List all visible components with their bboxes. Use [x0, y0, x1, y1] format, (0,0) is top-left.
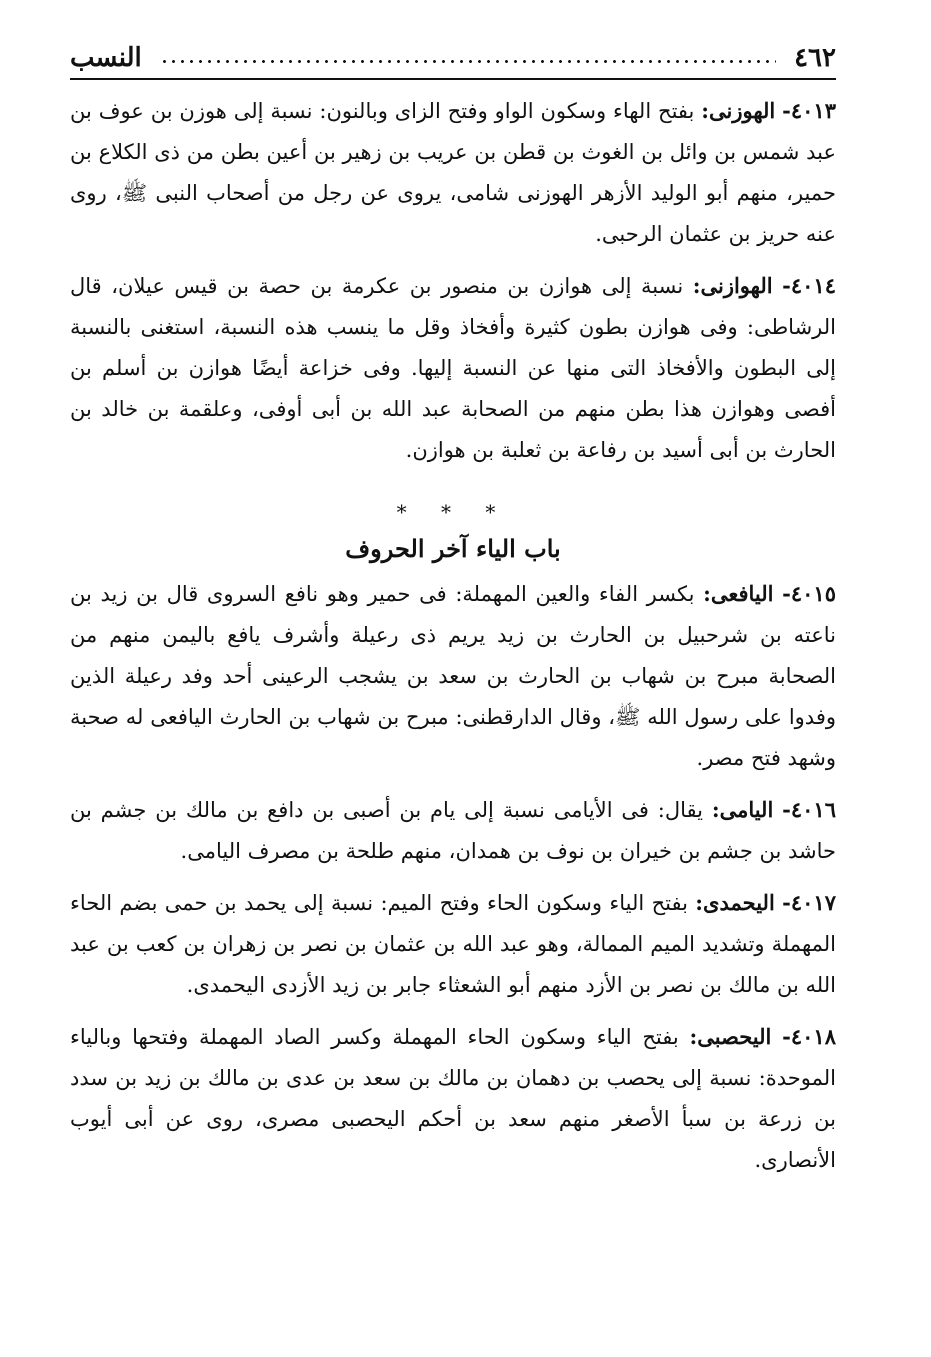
entry-4017 [70, 882, 836, 1006]
entry-term: اليافعى: [703, 581, 774, 606]
header-dot-leader [160, 60, 776, 63]
entry-4013 [70, 90, 836, 255]
entry-term: الهوازنى: [692, 273, 773, 298]
entry-number: ٤٠١٣- [782, 98, 836, 123]
running-title: النسب [70, 43, 142, 73]
entry-text: بفتح الهاء وسكون الواو وفتح الزاى وبالنون: نسبة إلى هوزن بن عوف بن عبد شمس بن وائل بن الغوث بن قطن بن عريب بن زهير بن أعين بطن من ذى الكلاع بن حمير، منهم أبو الوليد الأزهر الهوزنى شامى، يروى عن رجل من أصحاب النبى ﷺ، روى عنه حريز بن عثمان الرحبى. [70, 99, 836, 246]
entry-4018 [70, 1016, 836, 1181]
entry-number: ٤٠١٨- [782, 1024, 836, 1049]
entry-term: اليحمدى: [695, 890, 775, 915]
entry-number: ٤٠١٤- [782, 273, 836, 298]
entry-number: ٤٠١٥- [782, 581, 836, 606]
page-header [70, 38, 836, 80]
entry-text: بفتح الياء وسكون الحاء المهملة وكسر الصاد المهملة وفتحها وبالياء الموحدة: نسبة إلى يحصب بن دهمان بن مالك بن سعد بن عدى بن مالك بن زيد بن سدد بن زرعة بن سبأ الأصغر منهم سعد بن أحكم اليحصبى مصرى، روى عن أبى أيوب الأنصارى. [70, 1025, 836, 1172]
entry-term: الهوزنى: [701, 98, 776, 123]
entry-4014 [70, 265, 836, 471]
entry-term: اليحصبى: [689, 1024, 772, 1049]
entry-number: ٤٠١٦- [782, 797, 836, 822]
section-heading: باب الياء آخر الحروف [345, 534, 561, 563]
entry-text: بفتح الياء وسكون الحاء وفتح الميم: نسبة إلى يحمد بن حمى بضم الحاء المهملة وتشديد الميم الممالة، وهو عبد الله بن عثمان بن نصر بن زهران بن كعب بن عبد الله بن مالك بن نصر بن الأزد منهم أبو الشعثاء جابر بن زيد الأزدى اليحمدى. [70, 891, 836, 997]
entry-text: يقال: فى الأيامى نسبة إلى يام بن أصبى بن دافع بن مالك بن جشم بن حاشد بن جشم بن خيران بن نوف بن همدان، منهم طلحة بن مصرف اليامى. [70, 798, 836, 863]
page-body [70, 90, 836, 1191]
entry-text: نسبة إلى هوازن بن منصور بن عكرمة بن حصة بن قيس عيلان، قال الرشاطى: وفى هوازن بطون كثيرة وأفخاذ وقل ما ينسب هذه النسبة، استغنى بالنسبة إلى البطون والأفخاذ التى منها عن النسبة إليها. وفى خزاعة أيضًا هوازن بن أسلم بن أفصى وهوازن هذا بطن منهم من الصحابة عبد الله بن أبى أوفى، وعلقمة بن خالد بن الحارث بن أبى أسيد بن رفاعة بن ثعلبة بن هوازن. [70, 274, 836, 462]
entry-4015 [70, 573, 836, 779]
entry-term: اليامى: [711, 797, 774, 822]
entry-text: بكسر الفاء والعين المهملة: فى حمير وهو نافع السروى قال بن زيد بن ناعته بن شرحبيل بن الحارث بن زيد يريم ذى رعيلة وأشرف يافع باليمن منهم من الصحابة مبرح بن شهاب بن الحارث بن سعد بن يشجب الرعينى أحد وفد رعيلة الذين وفدوا على رسول الله ﷺ، وقال الدارقطنى: مبرح بن شهاب بن الحارث اليافعى له صحبة وشهد فتح مصر. [70, 582, 836, 770]
page-number: ٤٦٢ [794, 43, 836, 73]
entry-4016 [70, 789, 836, 872]
entry-number: ٤٠١٧- [782, 890, 836, 915]
section-separator: * * * [396, 500, 510, 524]
